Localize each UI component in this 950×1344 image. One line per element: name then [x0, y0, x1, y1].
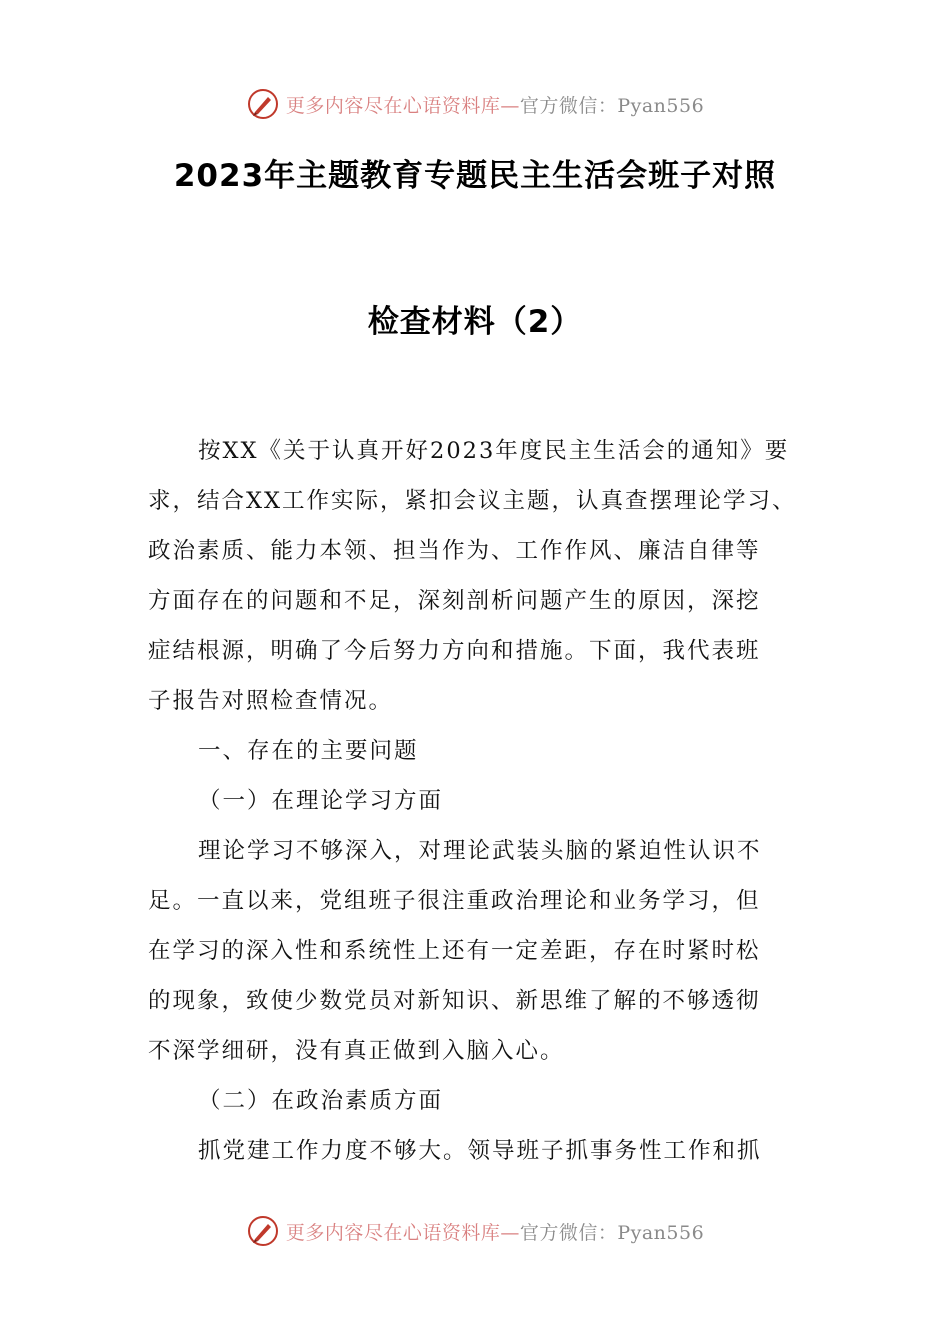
body-line: 抓党建工作力度不够大。领导班子抓事务性工作和抓 — [198, 1138, 762, 1164]
body-line: 理论学习不够深入，对理论武装头脑的紧迫性认识不 — [198, 838, 762, 864]
body-line: 症结根源，明确了今后努力方向和措施。下面，我代表班 — [148, 638, 761, 664]
watermark-site: 更多内容尽在心语资料库— — [285, 1221, 520, 1244]
subsection-heading: （二）在政治素质方面 — [198, 1088, 444, 1114]
body-line: 方面存在的问题和不足，深刻剖析问题产生的原因，深挖 — [148, 588, 761, 614]
watermark-banner-top — [0, 84, 950, 124]
watermark-text — [286, 91, 704, 118]
section-heading: 一、存在的主要问题 — [198, 738, 419, 764]
watermark-banner-bottom — [0, 1211, 950, 1251]
watermark-wechat: 官方微信：Pyan556 — [519, 1221, 705, 1244]
body-line: 在学习的深入性和系统性上还有一定差距，存在时紧时松 — [148, 938, 761, 964]
watermark-site: 更多内容尽在心语资料库— — [285, 94, 520, 117]
watermark-text — [286, 1218, 704, 1245]
watermark-wechat: 官方微信：Pyan556 — [519, 94, 705, 117]
subsection-heading: （一）在理论学习方面 — [198, 788, 444, 814]
body-line: 政治素质、能力本领、担当作为、工作作风、廉洁自律等 — [148, 538, 761, 564]
body-line: 足。一直以来，党组班子很注重政治理论和业务学习，但 — [148, 888, 761, 914]
body-line: 求，结合XX工作实际，紧扣会议主题，认真查摆理论学习、 — [148, 488, 797, 514]
document-body — [148, 426, 828, 1176]
body-line: 的现象，致使少数党员对新知识、新思维了解的不够透彻 — [148, 988, 761, 1014]
body-line: 不深学细研，没有真正做到入脑入心。 — [148, 1038, 565, 1064]
body-line: 子报告对照检查情况。 — [148, 688, 394, 714]
pen-logo-icon — [246, 87, 280, 121]
body-line: 按XX《关于认真开好2023年度民主生活会的通知》要 — [198, 438, 790, 464]
document-title-line-1: 2023年主题教育专题民主生活会班子对照 — [173, 158, 777, 194]
pen-logo-icon — [246, 1214, 280, 1248]
document-title-line-2: 检查材料（2） — [367, 304, 583, 340]
